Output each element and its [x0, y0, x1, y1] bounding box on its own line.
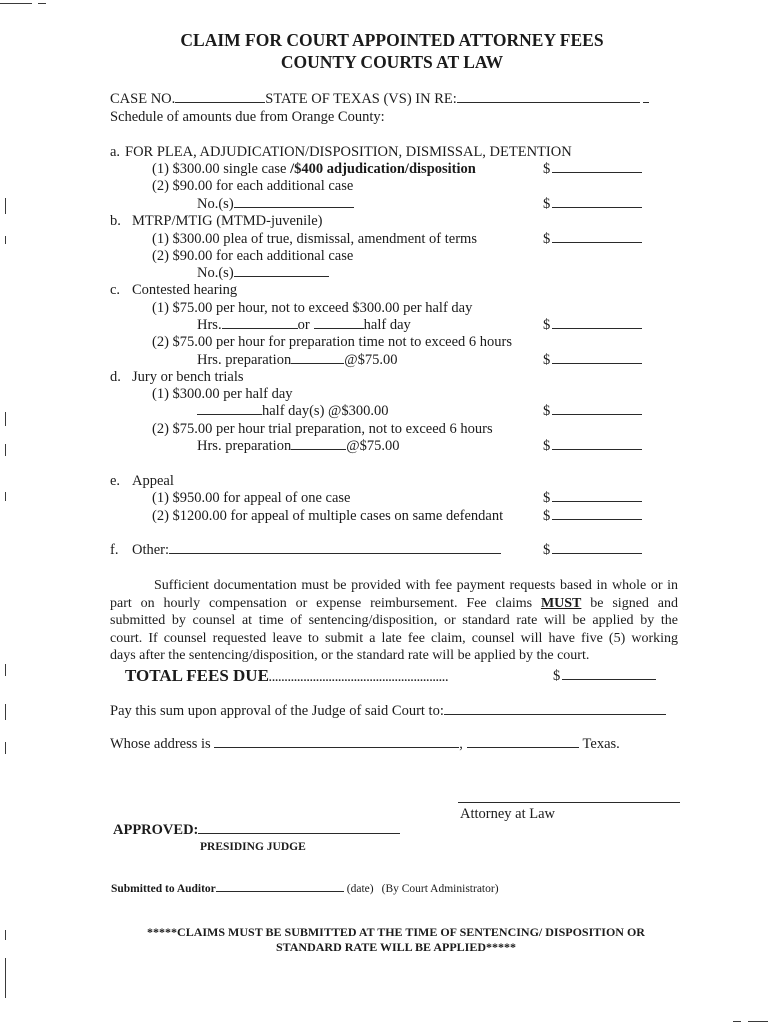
- submission-warning-line-1: *****CLAIMS MUST BE SUBMITTED AT THE TIME OF SENTENCING/ DISPOSITION OR: [147, 925, 645, 939]
- amount-blank: [552, 197, 642, 208]
- scan-artifact: [5, 198, 6, 214]
- notice-line-3: submitted by counsel at time of sentencing/disposition, or standard rate will be applied by the: [110, 613, 678, 628]
- city-blank: [467, 737, 579, 748]
- dollar-sign: $: [543, 317, 551, 333]
- amount-blank: [552, 162, 642, 173]
- scan-artifact: [38, 3, 46, 4]
- section-d-item-2: (2) $75.00 per hour trial preparation, not to exceed 6 hours: [152, 421, 493, 437]
- in-re-blank: [457, 92, 640, 103]
- section-e-marker: e.: [110, 473, 121, 489]
- pay-to-label: Pay this sum upon approval of the Judge of said Court to:: [110, 703, 444, 719]
- section-d-item-2-amount: [543, 438, 642, 455]
- address-separator: ,: [459, 736, 463, 752]
- notice-emphasis-must: MUST: [540, 596, 582, 611]
- section-a-item-1: [152, 161, 476, 178]
- section-e-heading-row: [110, 473, 174, 490]
- section-a-heading-row: [110, 144, 572, 161]
- section-c-half-day-label: half day: [363, 317, 411, 333]
- section-b-item-1: (1) $300.00 plea of true, dismissal, amendment of terms: [152, 231, 477, 247]
- schedule-label: Schedule of amounts due from Orange County:: [110, 109, 385, 125]
- notice-line-2-after: be signed and: [581, 596, 678, 611]
- section-f-other-blank: [169, 543, 501, 554]
- total-fees-amount: [553, 668, 656, 685]
- section-a-item-2: (2) $90.00 for each additional case: [152, 178, 354, 194]
- section-e-item-2: (2) $1200.00 for appeal of multiple cases on same defendant: [152, 508, 504, 524]
- date-label: (date): [346, 883, 374, 895]
- section-d-item-1-amount: [543, 403, 642, 420]
- section-a-item-1-bold: /$400 adjudication/disposition: [290, 161, 476, 177]
- amount-blank: [552, 232, 642, 243]
- scan-artifact: [5, 704, 6, 720]
- notice-line-5: days after the sentencing/disposition, or the standard rate will be applied by the court.: [110, 648, 590, 663]
- scan-artifact: [748, 1021, 768, 1022]
- approved-label: APPROVED:: [113, 822, 199, 838]
- street-address-blank: [214, 737, 459, 748]
- dollar-sign: $: [543, 403, 551, 419]
- total-fees-leader: .........................................................: [268, 672, 449, 684]
- section-d-marker: d.: [110, 369, 121, 385]
- submitted-to-auditor-label: Submitted to Auditor: [111, 883, 216, 895]
- amount-blank: [552, 439, 642, 450]
- style-of-case-label: STATE OF TEXAS (VS) IN RE:: [265, 91, 457, 107]
- form-title-line-2: COUNTY COURTS AT LAW: [280, 52, 504, 72]
- section-b-heading: MTRP/MTIG (MTMD-juvenile): [132, 213, 323, 229]
- amount-blank: [562, 669, 656, 680]
- dollar-sign: $: [543, 352, 551, 368]
- dollar-sign: $: [543, 542, 551, 558]
- section-b-case-numbers-row: [197, 265, 329, 282]
- section-d-item-1: (1) $300.00 per half day: [152, 386, 293, 402]
- scan-artifact: [5, 664, 6, 676]
- scan-artifact: [5, 412, 6, 426]
- address-row: [110, 736, 620, 753]
- section-a-marker: a.: [110, 144, 121, 160]
- section-a-item-1-text: (1) $300.00 single case: [152, 161, 291, 177]
- attorney-signature-line: [458, 802, 680, 803]
- section-c-item-1-amount: [543, 317, 642, 334]
- amount-blank: [552, 353, 642, 364]
- section-e-item-1: (1) $950.00 for appeal of one case: [152, 490, 351, 506]
- section-c-half-day-blank: [314, 318, 364, 329]
- case-number-blank: [175, 92, 265, 103]
- section-b-marker: b.: [110, 213, 121, 229]
- section-c-prep-rate: @$75.00: [344, 352, 398, 368]
- section-c-hours-row: [197, 317, 411, 334]
- dollar-sign: $: [543, 231, 551, 247]
- section-c-heading-row: [110, 282, 237, 299]
- approved-row: [113, 822, 400, 839]
- section-d-half-days-row: [197, 403, 389, 420]
- amount-blank: [552, 491, 642, 502]
- case-header-row: [110, 91, 649, 108]
- auditor-date-blank: [216, 883, 344, 892]
- address-state: Texas.: [582, 736, 620, 752]
- section-c-hours-blank: [222, 318, 298, 329]
- total-fees-row: [125, 666, 448, 688]
- dollar-sign: $: [543, 161, 551, 177]
- section-d-half-days-blank: [197, 404, 262, 415]
- presiding-judge-label: PRESIDING JUDGE: [200, 841, 306, 853]
- section-a-heading: FOR PLEA, ADJUDICATION/DISPOSITION, DISMISSAL, DETENTION: [125, 144, 572, 160]
- scan-artifact: [5, 742, 6, 754]
- attorney-at-law-label: Attorney at Law: [460, 806, 556, 822]
- form-title-line-1: CLAIM FOR COURT APPOINTED ATTORNEY FEES: [180, 30, 604, 50]
- pay-to-row: [110, 703, 666, 720]
- section-e-heading: Appeal: [132, 473, 174, 489]
- amount-blank: [552, 318, 642, 329]
- section-c-prep-hours-blank: [291, 353, 344, 364]
- dollar-sign: $: [543, 196, 551, 212]
- dollar-sign: $: [543, 508, 551, 524]
- judge-signature-line: [198, 823, 400, 834]
- section-c-item-2-amount: [543, 352, 642, 369]
- dollar-sign: $: [553, 668, 561, 684]
- section-a-case-numbers-label: No.(s): [197, 196, 234, 212]
- amount-blank: [552, 404, 642, 415]
- section-d-prep-hours-blank: [291, 439, 346, 450]
- scan-artifact: [5, 958, 6, 998]
- scan-artifact: [5, 444, 6, 456]
- section-e-item-2-amount: [543, 508, 642, 525]
- section-d-prep-label: Hrs. preparation: [197, 438, 292, 454]
- section-b-case-numbers-label: No.(s): [197, 265, 234, 281]
- section-a-case-numbers-row: [197, 196, 354, 213]
- section-d-prep-rate: @$75.00: [346, 438, 400, 454]
- address-label: Whose address is: [110, 736, 211, 752]
- scan-artifact: [5, 930, 6, 940]
- section-c-prep-label: Hrs. preparation: [197, 352, 292, 368]
- section-d-heading: Jury or bench trials: [132, 369, 244, 385]
- section-f-amount: [543, 542, 642, 559]
- submission-warning-line-2: STANDARD RATE WILL BE APPLIED*****: [275, 940, 517, 954]
- section-e-item-1-amount: [543, 490, 642, 507]
- total-fees-label: TOTAL FEES DUE: [125, 666, 269, 685]
- scan-artifact: [5, 236, 6, 244]
- section-c-item-2: (2) $75.00 per hour for preparation time not to exceed 6 hours: [152, 334, 512, 350]
- amount-blank: [552, 509, 642, 520]
- section-f-marker: f.: [110, 542, 119, 558]
- notice-line-4: court. If counsel requested leave to submit a late fee claim, counsel will have five (5) working: [110, 631, 678, 646]
- scan-artifact: [5, 492, 6, 501]
- case-number-label: CASE NO.: [110, 91, 176, 107]
- auditor-row: [111, 882, 499, 896]
- section-f-row: [110, 542, 501, 559]
- notice-line-1: Sufficient documentation must be provided with fee payment requests based in whole or in: [154, 578, 678, 593]
- notice-line-2-before: part on hourly compensation or expense reimbursement. Fee claims: [110, 596, 541, 611]
- section-b-case-numbers-blank: [234, 266, 329, 277]
- section-c-or-label: or: [297, 317, 310, 333]
- by-court-administrator-label: (By Court Administrator): [381, 883, 499, 895]
- amount-blank: [552, 543, 642, 554]
- section-a-item-1-amount: [543, 161, 642, 178]
- section-f-heading: Other:: [132, 542, 170, 558]
- section-b-item-2: (2) $90.00 for each additional case: [152, 248, 354, 264]
- section-d-prep-row: [197, 438, 399, 455]
- notice-line-2: [110, 595, 678, 612]
- scan-artifact: [733, 1021, 741, 1022]
- section-d-half-days-label: half day(s) @$300.00: [262, 403, 389, 419]
- section-c-prep-row: [197, 352, 397, 369]
- payee-blank: [444, 704, 666, 715]
- scan-artifact: [0, 3, 32, 4]
- section-b-heading-row: [110, 213, 323, 230]
- section-b-item-1-amount: [543, 231, 642, 248]
- section-c-heading: Contested hearing: [132, 282, 238, 298]
- section-c-hours-label: Hrs.: [197, 317, 222, 333]
- in-re-blank-end: [643, 92, 649, 103]
- dollar-sign: $: [543, 438, 551, 454]
- section-a-case-numbers-blank: [234, 197, 354, 208]
- section-d-heading-row: [110, 369, 244, 386]
- section-a-item-2-amount: [543, 196, 642, 213]
- section-c-marker: c.: [110, 282, 121, 298]
- section-c-item-1: (1) $75.00 per hour, not to exceed $300.00 per half day: [152, 300, 473, 316]
- dollar-sign: $: [543, 490, 551, 506]
